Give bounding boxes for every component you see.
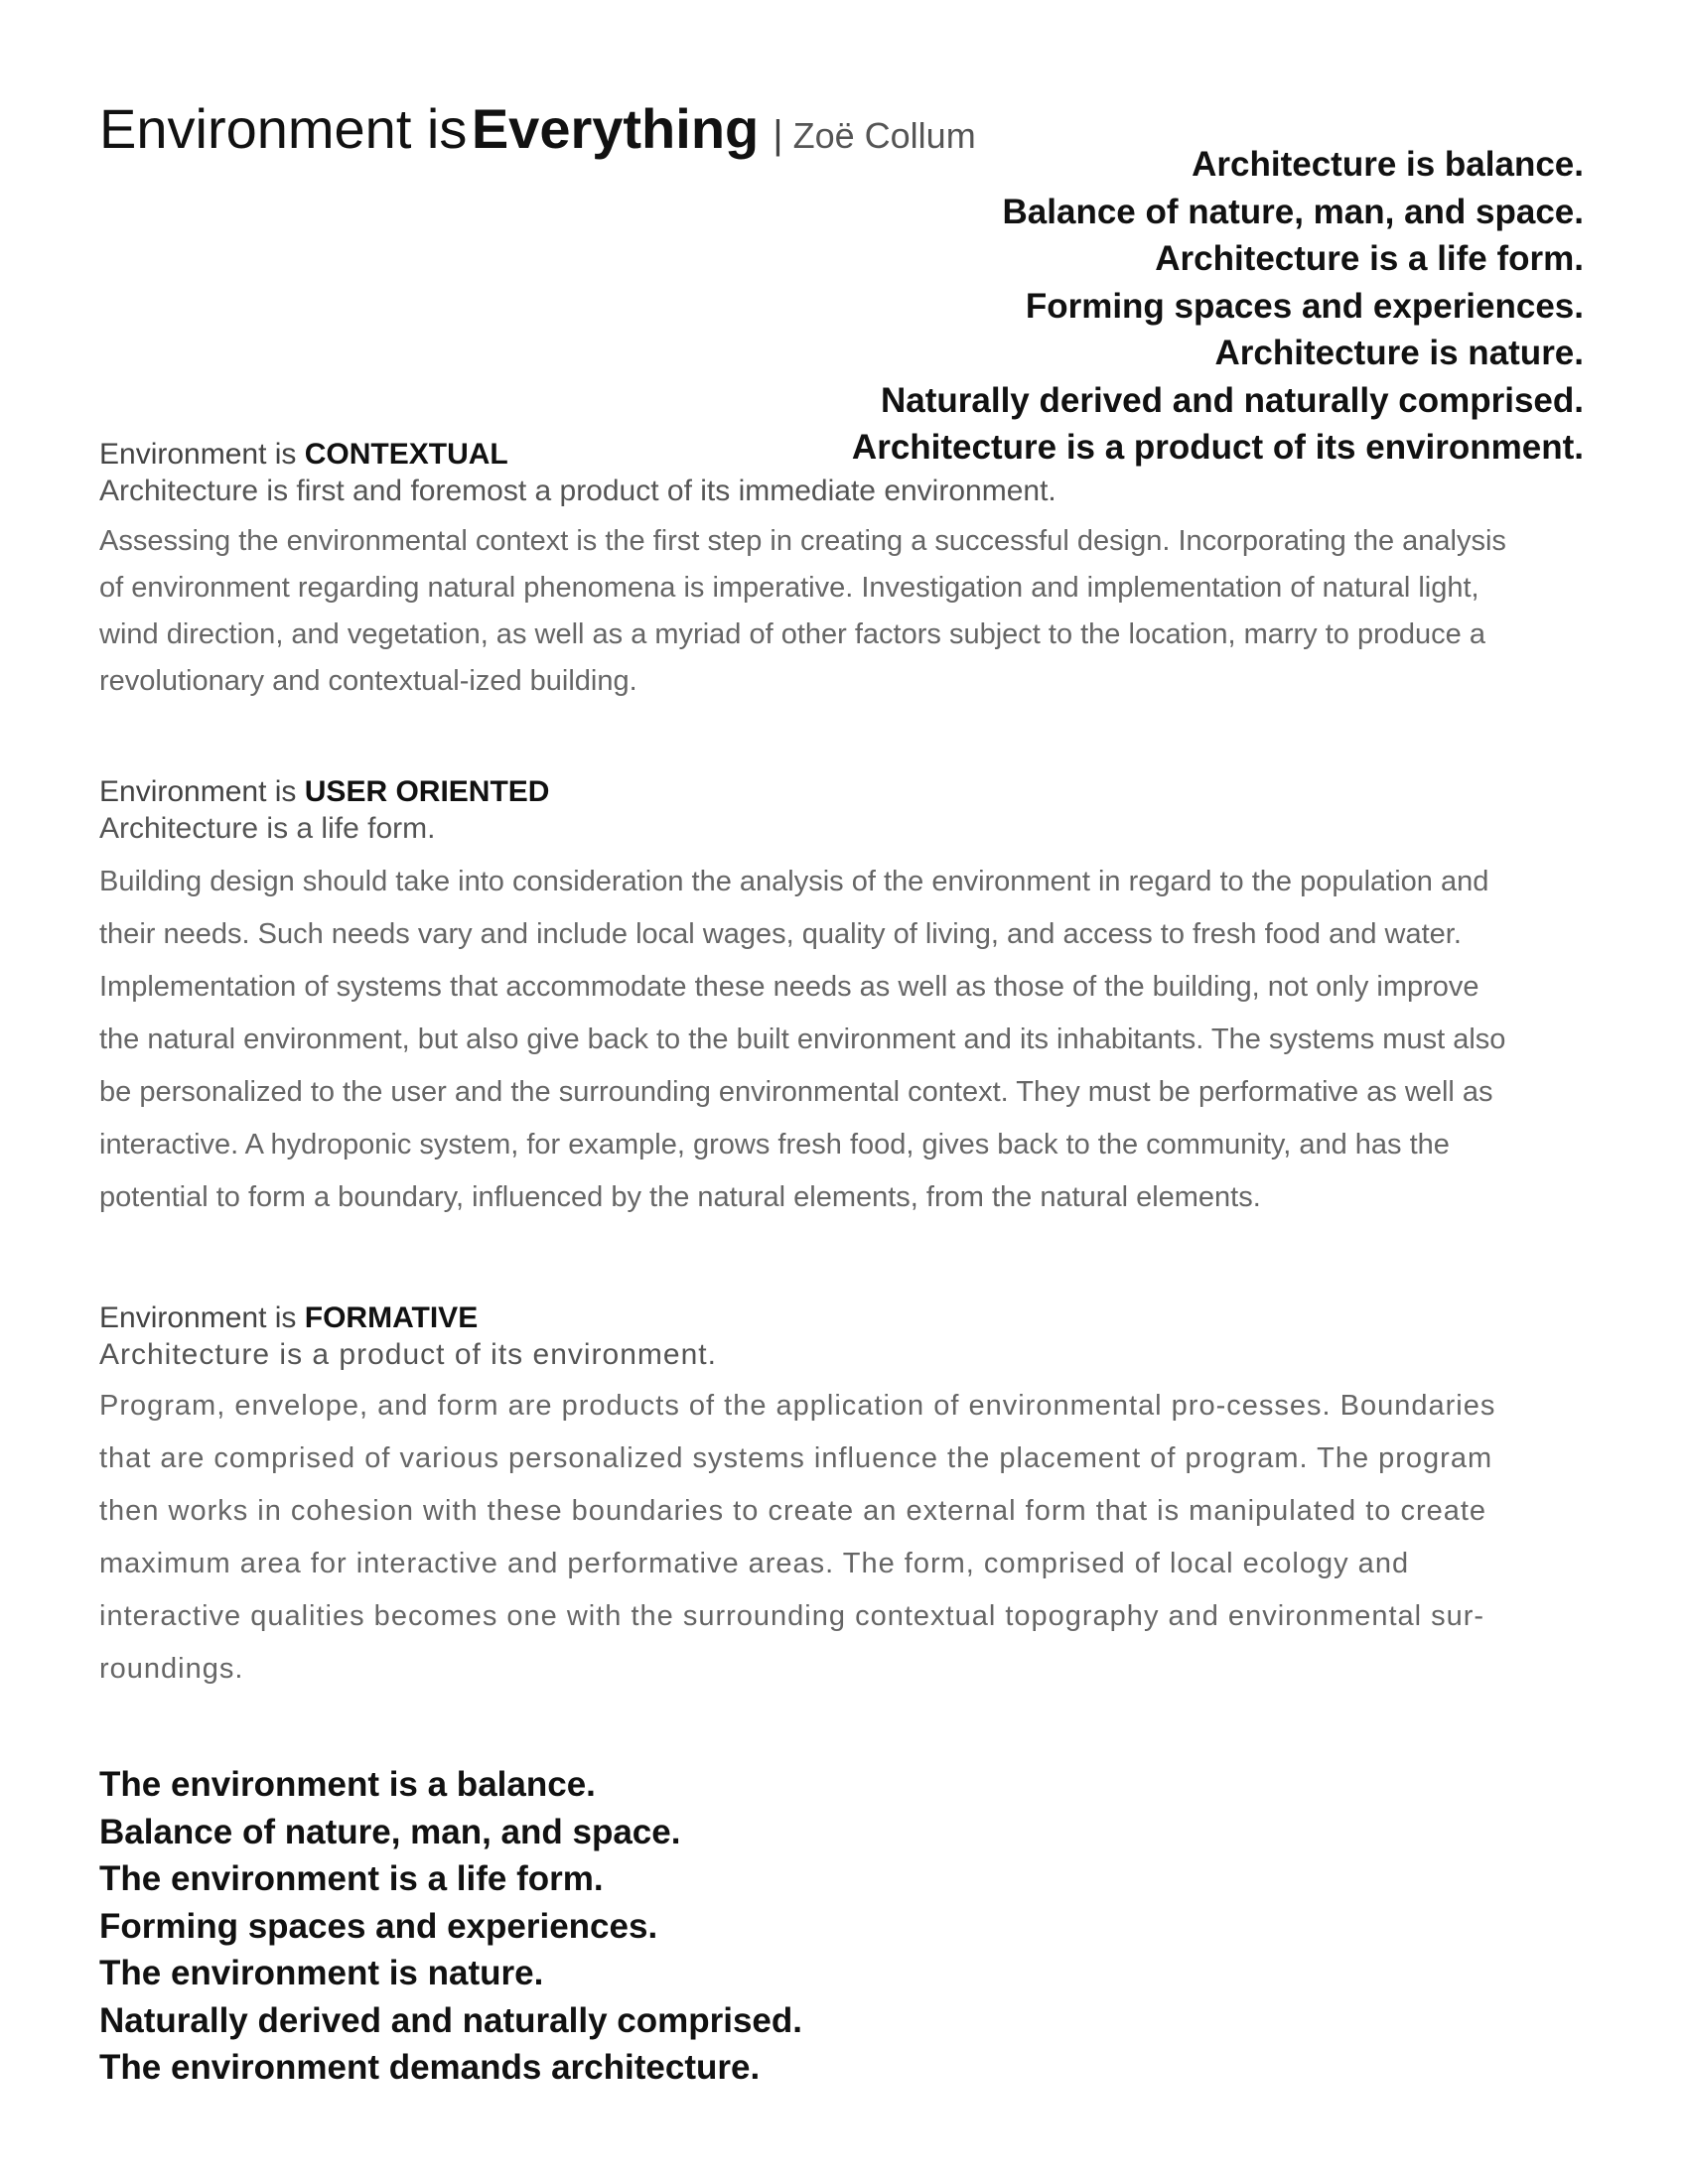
manifesto-line: Forming spaces and experiences. [1025, 286, 1584, 326]
section-subtitle: Architecture is first and foremost a product of its immediate environment. [99, 475, 1056, 507]
manifesto-line: Balance of nature, man, and space. [1002, 192, 1584, 231]
section-heading-prefix: Environment is [99, 438, 297, 471]
section-user-oriented [99, 774, 1509, 1224]
closing-line: Forming spaces and experiences. [99, 1906, 658, 1946]
closing-line: Naturally derived and naturally comprised. [99, 2000, 802, 2040]
section-heading [99, 774, 1509, 810]
title-separator: | [773, 113, 783, 157]
section-body: Assessing the environmental context is the first step in creating a successful design. Incorporating the analysis of environment regarding natural phenomena is imperative. Investigation and implementation of natural light, wind direction, and vegetation, as well as a myriad of other factors subject to the location, marry to produce a revolutionary and contextual-ized building. [99, 525, 1506, 697]
title-emphasis: Everything [471, 97, 760, 160]
closing-block [99, 1761, 802, 2092]
manifesto-block [690, 141, 1584, 472]
section-subtitle: Architecture is a product of its environment. [99, 1338, 717, 1371]
section-heading-keyword: FORMATIVE [304, 1301, 479, 1334]
section-subtitle: Architecture is a life form. [99, 812, 436, 845]
section-heading-keyword: USER ORIENTED [304, 775, 550, 808]
section-heading-keyword: CONTEXTUAL [304, 438, 508, 471]
closing-line: The environment is a life form. [99, 1859, 604, 1898]
manifesto-line: Architecture is a product of its environment. [851, 428, 1584, 467]
author-name: Zoë Collum [792, 115, 976, 156]
section-body: Program, envelope, and form are products of the application of environmental pro-cesses. Boundaries that are comprised of various personalized systems influence the placement of program. The program then works in cohesion with these boundaries to create an external form that is manipulated to create maximum area for interactive and performative areas. The form, comprised of local ecology and interactive qualities becomes one with the surrounding contextual topography and environmental sur-roundings. [99, 1390, 1496, 1685]
manifesto-line: Naturally derived and naturally comprised. [881, 380, 1584, 420]
section-heading-prefix: Environment is [99, 1301, 297, 1334]
section-body: Building design should take into consideration the analysis of the environment in regard to the population and their needs. Such needs vary and include local wages, quality of living, and access to fresh food and water. Implementation of systems that accommodate these needs as well as those of the building, not only improve the natural environment, but also give back to the built environment and its inhabitants. The systems must also be personalized to the user and the surrounding environmental context. They must be performative as well as interactive. A hydroponic system, for example, grows fresh food, gives back to the community, and has the potential to form a boundary, influenced by the natural elements, from the natural elements. [99, 866, 1506, 1213]
section-heading [99, 437, 1509, 473]
closing-line: The environment is nature. [99, 1954, 544, 1992]
manifesto-line: Architecture is nature. [1214, 334, 1584, 372]
section-heading-prefix: Environment is [99, 775, 297, 808]
manifesto-line: Architecture is a life form. [1155, 239, 1584, 278]
closing-line: The environment is a balance. [99, 1765, 596, 1804]
section-formative [99, 1300, 1509, 1696]
title-prefix: Environment is [99, 97, 468, 160]
closing-line: Balance of nature, man, and space. [99, 1812, 681, 1851]
manifesto-line: Architecture is balance. [1192, 145, 1584, 184]
section-contextual [99, 437, 1509, 705]
section-heading [99, 1300, 1509, 1336]
closing-line: The environment demands architecture. [99, 2048, 761, 2087]
